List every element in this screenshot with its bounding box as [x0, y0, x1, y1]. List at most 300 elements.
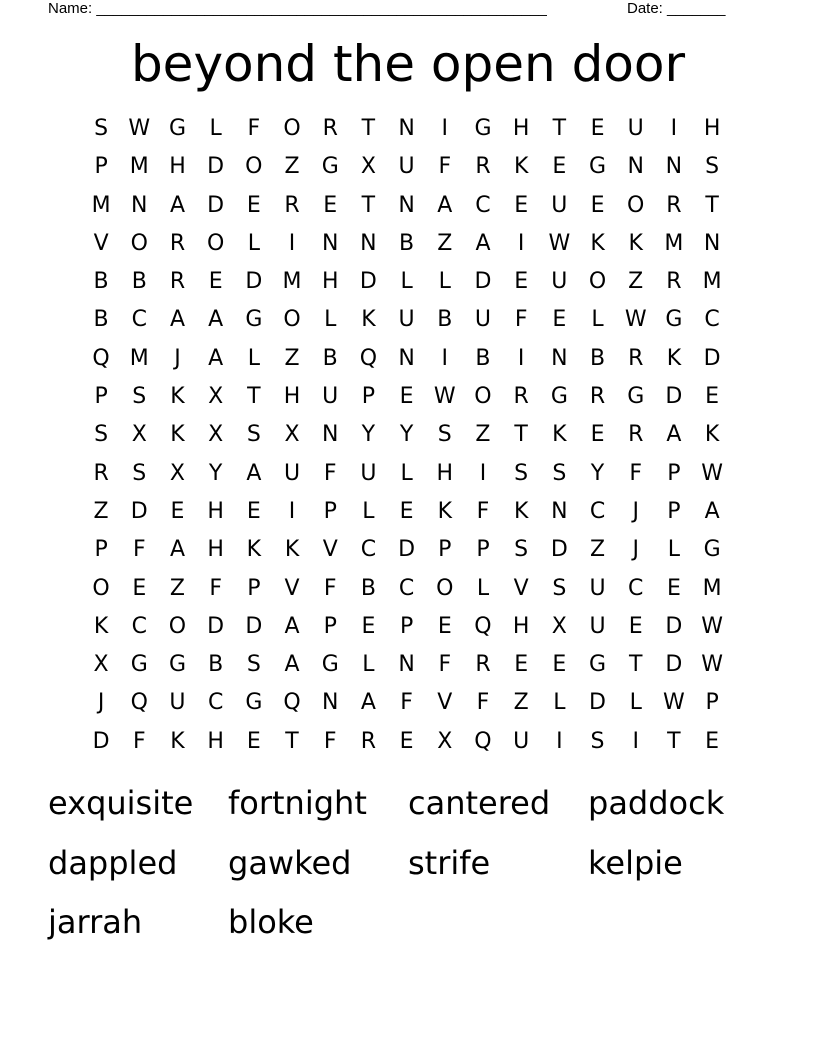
grid-letter: B	[131, 269, 147, 295]
grid-letter: E	[323, 192, 338, 218]
grid-letter: R	[628, 422, 644, 448]
grid-letter: S	[590, 728, 605, 754]
grid-letter: R	[513, 384, 529, 410]
grid-letter: I	[632, 728, 639, 754]
grid-letter: H	[436, 460, 454, 486]
grid-letter: Z	[589, 537, 606, 563]
grid-letter: T	[361, 116, 376, 141]
grid-letter: S	[514, 460, 529, 486]
grid-letter: K	[284, 537, 300, 563]
grid-letter: D	[665, 652, 683, 678]
grid-letter: I	[479, 460, 487, 486]
grid-letter: L	[591, 307, 604, 333]
grid-letter: K	[93, 613, 109, 639]
grid-letter: K	[170, 384, 185, 410]
grid-letter: G	[168, 116, 186, 141]
grid-letter: F	[209, 575, 222, 601]
grid-letter: P	[94, 154, 108, 180]
grid-letter: L	[324, 307, 337, 333]
grid-letter: Z	[169, 575, 185, 601]
grid-letter: D	[474, 269, 492, 295]
grid-letter: Q	[474, 613, 492, 639]
grid-letter: S	[552, 460, 567, 486]
grid-letter: E	[208, 269, 223, 295]
grid-letter: Z	[437, 230, 453, 256]
grid-letter: R	[666, 192, 682, 218]
grid-letter: E	[514, 652, 529, 678]
grid-letter: U	[360, 460, 377, 486]
grid-letter: Z	[513, 690, 529, 716]
grid-letter: K	[513, 154, 529, 180]
grid-letter: E	[246, 498, 261, 524]
grid-letter: P	[94, 384, 108, 410]
grid-letter: U	[398, 154, 415, 180]
grid-letter: G	[321, 154, 339, 180]
grid-letter: F	[132, 537, 146, 563]
grid-letter: R	[284, 192, 300, 218]
grid-letter: U	[551, 192, 568, 218]
grid-letter: G	[703, 537, 721, 563]
letter-grid	[82, 110, 731, 761]
grid-letter: F	[400, 690, 413, 716]
grid-letter: O	[283, 307, 301, 333]
grid-letter: E	[666, 575, 681, 601]
grid-letter: P	[323, 498, 337, 524]
grid-letter: H	[169, 154, 186, 180]
grid-letter: M	[702, 575, 722, 601]
grid-letter: X	[360, 154, 376, 180]
grid-letter: A	[208, 307, 224, 333]
grid-letter: W	[624, 307, 647, 333]
grid-letter: L	[400, 460, 413, 486]
grid-letter: M	[129, 154, 149, 180]
grid-letter: H	[207, 498, 224, 524]
grid-letter: I	[517, 345, 525, 371]
grid-letter: I	[556, 728, 563, 754]
grid-letter: F	[438, 652, 452, 678]
grid-letter: O	[474, 384, 492, 410]
grid-letter: V	[93, 230, 109, 256]
grid-letter: Y	[590, 460, 605, 486]
grid-letter: S	[437, 422, 452, 448]
grid-letter: U	[474, 307, 492, 333]
grid-letter: G	[245, 307, 263, 333]
grid-letter: T	[514, 422, 528, 448]
grid-letter: H	[207, 537, 224, 563]
grid-letter: E	[246, 728, 261, 754]
puzzle-title: beyond the open door	[130, 35, 686, 93]
grid-letter: D	[703, 345, 721, 371]
grid-letter: E	[246, 192, 261, 218]
grid-letter: O	[588, 269, 607, 295]
grid-letter: Q	[359, 345, 378, 371]
grid-letter: X	[551, 613, 567, 639]
grid-letter: K	[170, 728, 185, 754]
grid-letter: C	[207, 690, 224, 716]
grid-letter: W	[433, 384, 456, 410]
grid-letter: W	[701, 613, 723, 639]
grid-letter: R	[666, 269, 682, 295]
grid-letter: Z	[284, 345, 300, 371]
grid-letter: L	[400, 269, 413, 295]
grid-letter: E	[705, 384, 720, 410]
grid-letter: F	[323, 575, 337, 601]
grid-letter: N	[321, 230, 339, 256]
grid-letter: Q	[92, 345, 110, 371]
grid-letter: T	[247, 384, 261, 410]
grid-letter: K	[246, 537, 262, 563]
grid-letter: H	[283, 384, 301, 410]
grid-letter: A	[246, 460, 262, 486]
grid-letter: I	[288, 230, 296, 256]
grid-letter: R	[93, 460, 109, 486]
grid-letter: B	[475, 345, 491, 371]
grid-letter: W	[548, 230, 571, 256]
grid-letter: N	[398, 116, 415, 141]
grid-letter: F	[323, 460, 337, 486]
grid-letter: G	[665, 307, 683, 333]
grid-letter: H	[207, 728, 224, 754]
grid-letter: Y	[208, 460, 223, 486]
grid-letter: E	[628, 613, 643, 639]
grid-letter: B	[208, 652, 224, 678]
grid-letter: G	[321, 652, 339, 678]
grid-letter: O	[283, 116, 301, 141]
grid-letter: H	[703, 116, 721, 141]
grid-letter: G	[245, 690, 263, 716]
grid-letter: K	[628, 230, 643, 256]
grid-letter: M	[664, 230, 684, 256]
grid-letter: I	[441, 345, 449, 371]
grid-letter: F	[629, 460, 643, 486]
grid-letter: U	[551, 269, 568, 295]
grid-letter: S	[552, 575, 567, 601]
grid-letter: N	[398, 192, 415, 218]
grid-letter: S	[514, 537, 529, 563]
grid-letter: L	[553, 690, 566, 716]
grid-letter: K	[590, 230, 605, 256]
grid-letter: F	[514, 307, 528, 333]
grid-letter: V	[322, 537, 338, 563]
grid-letter: N	[131, 192, 148, 218]
grid-letter: J	[632, 537, 639, 563]
grid-letter: E	[552, 154, 567, 180]
grid-letter: T	[628, 652, 643, 678]
grid-letter: N	[360, 230, 377, 256]
grid-letter: K	[552, 422, 567, 448]
grid-letter: V	[513, 575, 529, 601]
grid-letter: D	[665, 384, 683, 410]
grid-letter: R	[628, 345, 644, 371]
grid-letter: P	[667, 498, 681, 524]
grid-letter: R	[360, 728, 377, 754]
grid-letter: D	[398, 537, 416, 563]
grid-letter: D	[207, 192, 225, 218]
grid-letter: L	[629, 690, 642, 716]
grid-letter: J	[632, 498, 639, 524]
grid-letter: K	[170, 422, 185, 448]
word-bank-item: kelpie	[588, 843, 683, 882]
grid-letter: Z	[475, 422, 491, 448]
grid-letter: O	[206, 230, 225, 256]
word-bank-item: bloke	[228, 903, 314, 941]
grid-letter: O	[245, 154, 263, 180]
grid-letter: N	[665, 154, 683, 180]
word-bank-item: paddock	[588, 784, 725, 822]
word-bank-item: jarrah	[48, 903, 143, 941]
grid-letter: F	[476, 690, 490, 716]
grid-letter: O	[436, 575, 454, 601]
grid-letter: O	[130, 230, 148, 256]
grid-letter: B	[399, 230, 415, 256]
grid-letter: S	[246, 652, 261, 678]
grid-letter: S	[94, 422, 109, 448]
grid-letter: Z	[284, 154, 300, 180]
grid-letter: E	[552, 652, 567, 678]
grid-letter: G	[130, 652, 148, 678]
grid-letter: D	[245, 613, 263, 639]
grid-letter: M	[129, 345, 149, 371]
grid-letter: C	[475, 192, 491, 218]
grid-letter: D	[207, 613, 225, 639]
grid-letter: L	[247, 345, 260, 371]
grid-letter: V	[284, 575, 300, 601]
grid-letter: A	[284, 652, 300, 678]
grid-letter: E	[399, 728, 414, 754]
grid-letter: N	[321, 690, 339, 716]
grid-letter: N	[703, 230, 721, 256]
grid-letter: P	[476, 537, 490, 563]
grid-letter: L	[209, 116, 222, 141]
grid-letter: B	[437, 307, 453, 333]
grid-letter: A	[169, 192, 185, 218]
grid-letter: X	[208, 384, 224, 410]
name-field-label: Name: ______________________________________________________	[48, 0, 547, 17]
grid-letter: E	[132, 575, 147, 601]
grid-letter: P	[705, 690, 719, 716]
grid-letter: E	[361, 613, 376, 639]
grid-letter: M	[91, 192, 111, 218]
grid-letter: A	[208, 345, 224, 371]
grid-letter: S	[132, 384, 147, 410]
grid-letter: R	[322, 116, 338, 141]
grid-letter: L	[362, 652, 375, 678]
grid-letter: Y	[361, 422, 376, 448]
grid-letter: A	[284, 613, 300, 639]
grid-letter: P	[361, 384, 376, 410]
grid-letter: F	[438, 154, 452, 180]
grid-letter: E	[514, 269, 529, 295]
grid-letter: P	[94, 537, 108, 563]
grid-letter: D	[245, 269, 263, 295]
grid-letter: K	[437, 498, 452, 524]
grid-letter: X	[131, 422, 147, 448]
grid-letter: B	[93, 307, 109, 333]
grid-letter: D	[92, 728, 110, 754]
grid-letter: I	[670, 116, 678, 141]
grid-letter: R	[589, 384, 606, 410]
grid-letter: G	[550, 384, 568, 410]
grid-letter: S	[94, 116, 109, 141]
grid-letter: W	[701, 652, 723, 678]
grid-letter: E	[170, 498, 185, 524]
grid-letter: Q	[474, 728, 492, 754]
grid-letter: C	[360, 537, 377, 563]
grid-letter: A	[360, 690, 376, 716]
grid-letter: G	[627, 384, 645, 410]
grid-letter: K	[361, 307, 376, 333]
grid-letter: P	[399, 613, 414, 639]
grid-letter: O	[92, 575, 110, 601]
grid-letter: W	[663, 690, 685, 716]
grid-letter: E	[705, 728, 720, 754]
grid-letter: W	[701, 460, 723, 486]
grid-letter: P	[667, 460, 681, 486]
grid-letter: R	[169, 269, 186, 295]
grid-letter: U	[627, 116, 644, 141]
grid-letter: A	[704, 498, 720, 524]
grid-letter: R	[475, 154, 491, 180]
grid-letter: A	[666, 422, 682, 448]
grid-letter: J	[174, 345, 181, 371]
grid-letter: N	[398, 345, 415, 371]
grid-letter: D	[550, 537, 568, 563]
word-bank	[48, 778, 768, 957]
grid-letter: J	[97, 690, 105, 716]
grid-letter: N	[551, 498, 568, 524]
grid-letter: O	[627, 192, 645, 218]
grid-letter: S	[705, 154, 720, 180]
grid-letter: N	[321, 422, 339, 448]
grid-letter: A	[475, 230, 491, 256]
grid-letter: M	[702, 269, 722, 295]
grid-letter: E	[590, 116, 605, 141]
grid-letter: G	[589, 154, 607, 180]
grid-letter: E	[590, 192, 605, 218]
grid-letter: G	[589, 652, 607, 678]
grid-letter: X	[284, 422, 300, 448]
grid-letter: V	[437, 690, 453, 716]
grid-letter: A	[169, 537, 185, 563]
grid-letter: F	[132, 728, 146, 754]
grid-letter: I	[288, 498, 296, 524]
grid-letter: H	[321, 269, 339, 295]
grid-letter: C	[589, 498, 606, 524]
grid-letter: U	[283, 460, 301, 486]
grid-letter: U	[398, 307, 415, 333]
grid-letter: C	[704, 307, 720, 333]
grid-letter: T	[667, 728, 681, 754]
grid-letter: A	[169, 307, 185, 333]
grid-letter: U	[589, 613, 606, 639]
grid-letter: L	[247, 230, 260, 256]
grid-letter: X	[208, 422, 224, 448]
grid-letter: H	[512, 613, 530, 639]
grid-letter: D	[665, 613, 683, 639]
grid-letter: C	[131, 307, 147, 333]
grid-letter: H	[512, 116, 530, 141]
grid-letter: B	[93, 269, 109, 295]
grid-letter: S	[246, 422, 261, 448]
word-bank-item: fortnight	[228, 784, 367, 822]
grid-letter: L	[438, 269, 451, 295]
word-bank-item: dappled	[48, 843, 178, 882]
grid-letter: B	[322, 345, 338, 371]
grid-letter: N	[627, 154, 644, 180]
grid-letter: C	[398, 575, 415, 601]
grid-letter: L	[362, 498, 375, 524]
grid-letter: D	[589, 690, 606, 716]
grid-letter: Q	[130, 690, 148, 716]
grid-letter: W	[128, 116, 151, 141]
grid-letter: T	[361, 192, 376, 218]
grid-letter: N	[551, 345, 568, 371]
date-field-label: Date: _______	[627, 0, 726, 17]
grid-letter: P	[323, 613, 337, 639]
word-bank-item: cantered	[408, 784, 551, 822]
grid-letter: N	[398, 652, 415, 678]
word-bank-item: exquisite	[48, 784, 194, 822]
grid-letter: O	[168, 613, 187, 639]
grid-letter: D	[130, 498, 148, 524]
grid-letter: P	[247, 575, 261, 601]
grid-letter: A	[437, 192, 453, 218]
grid-letter: U	[169, 690, 186, 716]
grid-letter: M	[282, 269, 302, 295]
grid-letter: U	[589, 575, 606, 601]
grid-letter: U	[322, 384, 339, 410]
word-bank-item: gawked	[228, 843, 352, 882]
grid-letter: Z	[93, 498, 109, 524]
grid-letter: I	[441, 116, 449, 141]
grid-letter: T	[285, 728, 299, 754]
grid-letter: X	[93, 652, 109, 678]
grid-letter: E	[437, 613, 452, 639]
grid-letter: R	[475, 652, 491, 678]
grid-letter: R	[169, 230, 186, 256]
grid-letter: Z	[628, 269, 644, 295]
grid-letter: G	[474, 116, 492, 141]
grid-letter: F	[247, 116, 261, 141]
grid-letter: K	[704, 422, 720, 448]
grid-letter: E	[399, 384, 414, 410]
grid-letter: Y	[399, 422, 414, 448]
grid-letter: D	[207, 154, 225, 180]
grid-letter: K	[513, 498, 529, 524]
grid-letter: L	[476, 575, 490, 601]
grid-letter: E	[399, 498, 414, 524]
word-bank-item: strife	[408, 843, 491, 882]
grid-letter: S	[132, 460, 147, 486]
grid-letter: B	[360, 575, 376, 601]
grid-letter: F	[476, 498, 490, 524]
grid-letter: G	[168, 652, 186, 678]
grid-letter: K	[666, 345, 682, 371]
grid-letter: X	[169, 460, 185, 486]
grid-letter: I	[517, 230, 525, 256]
grid-letter: B	[589, 345, 606, 371]
grid-letter: F	[323, 728, 337, 754]
grid-letter: T	[552, 116, 567, 141]
grid-letter: X	[437, 728, 453, 754]
grid-letter: C	[628, 575, 644, 601]
grid-letter: C	[131, 613, 147, 639]
grid-letter: T	[705, 192, 719, 218]
grid-letter: E	[552, 307, 567, 333]
grid-letter: U	[513, 728, 530, 754]
grid-letter: P	[438, 537, 452, 563]
grid-letter: Q	[283, 690, 301, 716]
